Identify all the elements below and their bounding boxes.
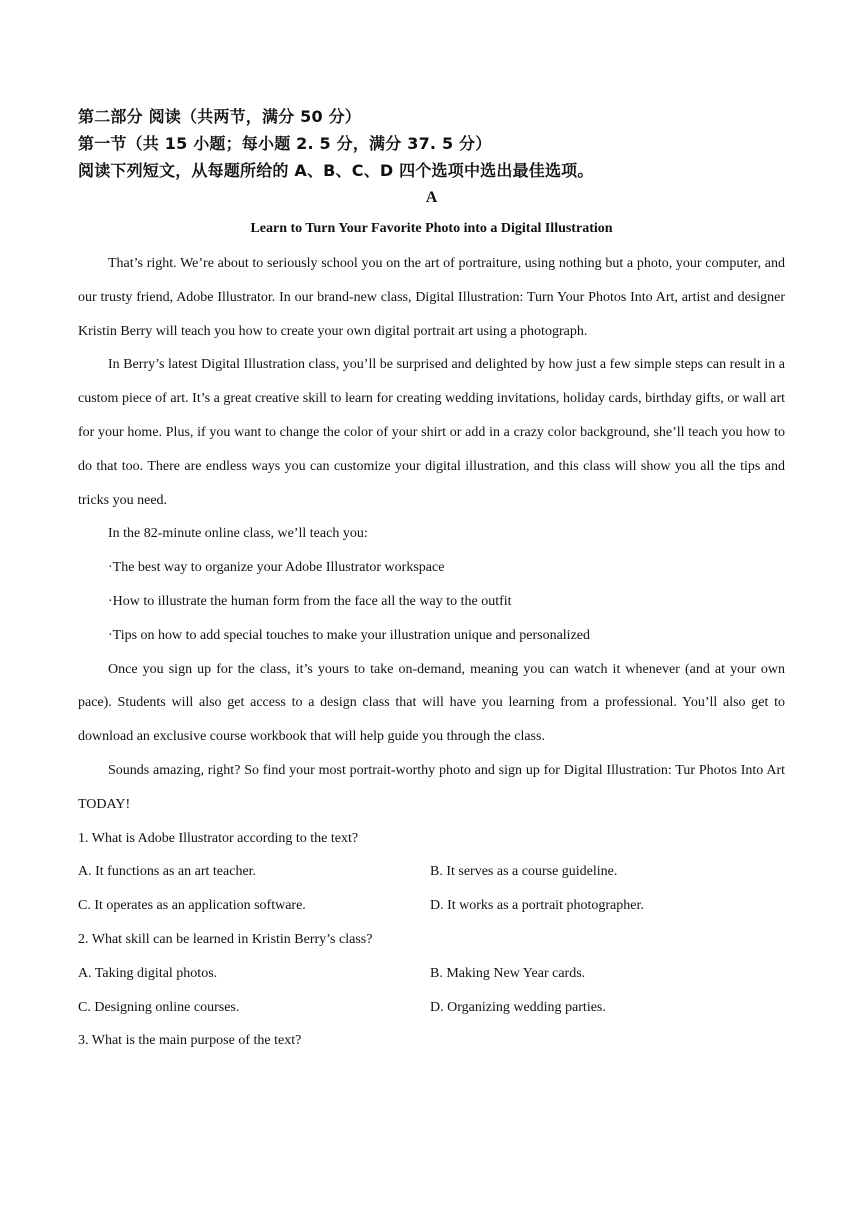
passage-paragraph: Sounds amazing, right? So find your most portrait-worthy photo and sign up for Digital Illustration: Tur Photos Into Art TODAY! bbox=[78, 762, 785, 812]
section-title: 第一节（共 15 小题；每小题 2. 5 分，满分 37. 5 分） bbox=[78, 134, 492, 153]
passage-paragraph: Once you sign up for the class, it’s yours to take on-demand, meaning you can watch it whenever (and at your own pace). Students will also get access to a design class that will have you learning from a professional. You’ll also get to download an exclusive course workbook that will help guide you through the class. bbox=[78, 661, 785, 745]
option-c: C. Designing online courses. bbox=[78, 999, 240, 1015]
question-stem: 3. What is the main purpose of the text? bbox=[78, 1033, 302, 1049]
options-row bbox=[78, 957, 785, 991]
option-c: C. It operates as an application software. bbox=[78, 898, 306, 914]
option-b: B. Making New Year cards. bbox=[430, 965, 586, 981]
passage-letter: A bbox=[425, 189, 438, 206]
option-a: A. It functions as an art teacher. bbox=[78, 864, 257, 880]
part-title: 第二部分 阅读（共两节，满分 50 分） bbox=[78, 107, 361, 126]
question-stem: 1. What is Adobe Illustrator according to the text? bbox=[78, 830, 359, 846]
options-row bbox=[78, 991, 785, 1025]
passage-title: Learn to Turn Your Favorite Photo into a Digital Illustration bbox=[250, 221, 613, 236]
question-stem: 2. What skill can be learned in Kristin Berry’s class? bbox=[78, 931, 373, 947]
bullet-item: ·How to illustrate the human form from the face all the way to the outfit bbox=[108, 593, 512, 609]
option-a: A. Taking digital photos. bbox=[78, 965, 218, 981]
passage-paragraph: That’s right. We’re about to seriously school you on the art of portraiture, using nothing but a photo, your computer, and our trusty friend, Adobe Illustrator. In our brand-new class, Digital Illustration: Turn Your Photos Into Art, artist and designer Kristin Berry will teach you how to create your own digital portrait art using a photograph. bbox=[78, 256, 785, 339]
option-d: D. Organizing wedding parties. bbox=[430, 999, 606, 1015]
options-row bbox=[78, 855, 785, 889]
bullet-item: ·The best way to organize your Adobe Illustrator workspace bbox=[108, 560, 445, 576]
option-b: B. It serves as a course guideline. bbox=[430, 864, 618, 880]
question-1 bbox=[78, 822, 785, 923]
bullet-item: ·Tips on how to add special touches to make your illustration unique and personalized bbox=[108, 627, 591, 643]
document-page bbox=[78, 103, 785, 1058]
options-row bbox=[78, 889, 785, 923]
instruction-text: 阅读下列短文，从每题所给的 A、B、C、D 四个选项中选出最佳选项。 bbox=[78, 161, 594, 180]
passage-paragraph: In Berry’s latest Digital Illustration class, you’ll be surprised and delighted by how just a few simple steps can result in a custom piece of art. It’s a great creative skill to learn for creating wedding invitations, holiday cards, birthday gifts, or wall art for your home. Plus, if you want to change the color of your shirt or add in a crazy color background, she’ll teach you how to do that too. There are endless ways you can customize your digital illustration, and this class will show you all the tips and tricks you need. bbox=[78, 357, 785, 508]
passage-paragraph: In the 82-minute online class, we’ll teach you: bbox=[108, 526, 368, 542]
question-2 bbox=[78, 923, 785, 1024]
question-3 bbox=[78, 1024, 785, 1058]
option-d: D. It works as a portrait photographer. bbox=[430, 898, 644, 914]
